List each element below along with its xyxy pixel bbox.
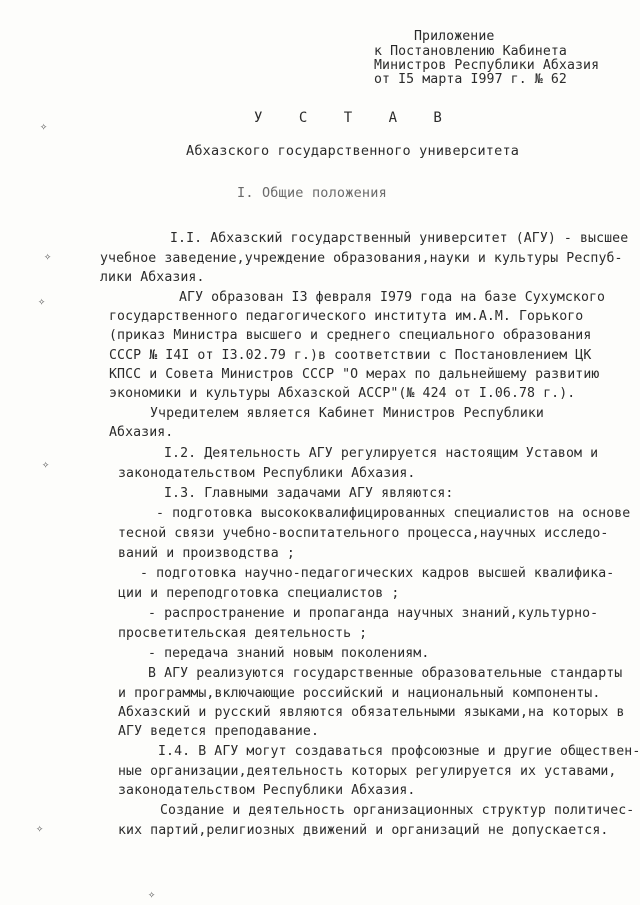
body-line: СССР № I4I от I3.02.79 г.)в соответствии с Постановлением ЦК xyxy=(109,348,592,363)
body-line: КПСС и Совета Министров СССР "О мерах по дальнейшему развитию xyxy=(109,367,600,382)
body-line: Создание и деятельность организационных структур политичес- xyxy=(160,803,635,818)
document-title: У С Т А В xyxy=(254,110,456,126)
body-line: - распространение и пропаганда научных знаний,культурно- xyxy=(148,606,599,621)
body-line: государственного педагогического института им.А.М. Горького xyxy=(109,309,584,324)
body-line: и программы,включающие российский и национальный компоненты. xyxy=(118,686,601,701)
appendix-line-3: Министров Республики Абхазия xyxy=(374,58,600,73)
body-line: I.4. В АГУ могут создаваться профсоюзные и другие обществен- xyxy=(158,744,640,759)
body-line: законодательством Республики Абхазия. xyxy=(118,783,416,798)
body-line: Абхазский и русский являются обязательными языками,на которых в xyxy=(118,705,625,720)
body-line: I.I. Абхазский государственный университет (АГУ) - высшее xyxy=(170,231,629,246)
body-line: тесной связи учебно-воспитательного процесса,научных исследо- xyxy=(118,526,609,541)
body-line: (приказ Министра высшего и среднего специального образования xyxy=(109,328,592,343)
body-line: АГУ ведется преподавание. xyxy=(118,724,319,739)
body-line: ции и переподготовка специалистов ; xyxy=(118,586,400,601)
body-line: В АГУ реализуются государственные образовательные стандарты xyxy=(148,666,623,681)
appendix-line-2: к Постановлению Кабинета xyxy=(374,44,567,59)
body-line: I.3. Главными задачами АГУ являются: xyxy=(164,486,454,501)
body-line: лики Абхазия. xyxy=(100,270,205,285)
body-line: - передача знаний новым поколениям. xyxy=(148,646,430,661)
binding-mark: ✧ xyxy=(148,887,156,901)
body-line: законодательством Республики Абхазия. xyxy=(118,466,416,481)
binding-mark: ✧ xyxy=(42,457,50,471)
body-line: экономики и культуры Абхазской АССР"(№ 424 от I.06.78 г.). xyxy=(109,386,576,401)
body-line: Учредителем является Кабинет Министров Республики xyxy=(150,406,544,421)
binding-mark: ✧ xyxy=(38,294,46,308)
binding-mark: ✧ xyxy=(36,821,44,835)
body-line: ваний и производства ; xyxy=(118,546,295,561)
section-heading: I. Общие положения xyxy=(237,185,387,201)
body-line: - подготовка научно-педагогических кадров высшей квалифика- xyxy=(140,566,615,581)
binding-mark: ✧ xyxy=(40,119,48,133)
body-line: просветительская деятельность ; xyxy=(118,626,368,641)
body-line: I.2. Деятельность АГУ регулируется настоящим Уставом и xyxy=(164,446,599,461)
body-line: ких партий,религиозных движений и организаций не допускается. xyxy=(118,823,609,838)
body-line: ные организации,деятельность которых регулируется их уставами, xyxy=(118,764,617,779)
binding-mark: ✧ xyxy=(44,249,52,263)
document-subtitle: Абхазского государственного университета xyxy=(186,143,520,159)
appendix-line-1: Приложение xyxy=(414,29,495,44)
body-line: учебное заведение,учреждение образования,науки и культуры Респуб- xyxy=(100,251,623,266)
body-line: Абхазия. xyxy=(109,425,174,440)
body-line: - подготовка высококвалифицированных специалистов на основе xyxy=(156,506,631,521)
appendix-line-4: от I5 марта I997 г. № 62 xyxy=(374,72,567,87)
body-line: АГУ образован I3 февраля I979 года на базе Сухумского xyxy=(179,290,606,305)
